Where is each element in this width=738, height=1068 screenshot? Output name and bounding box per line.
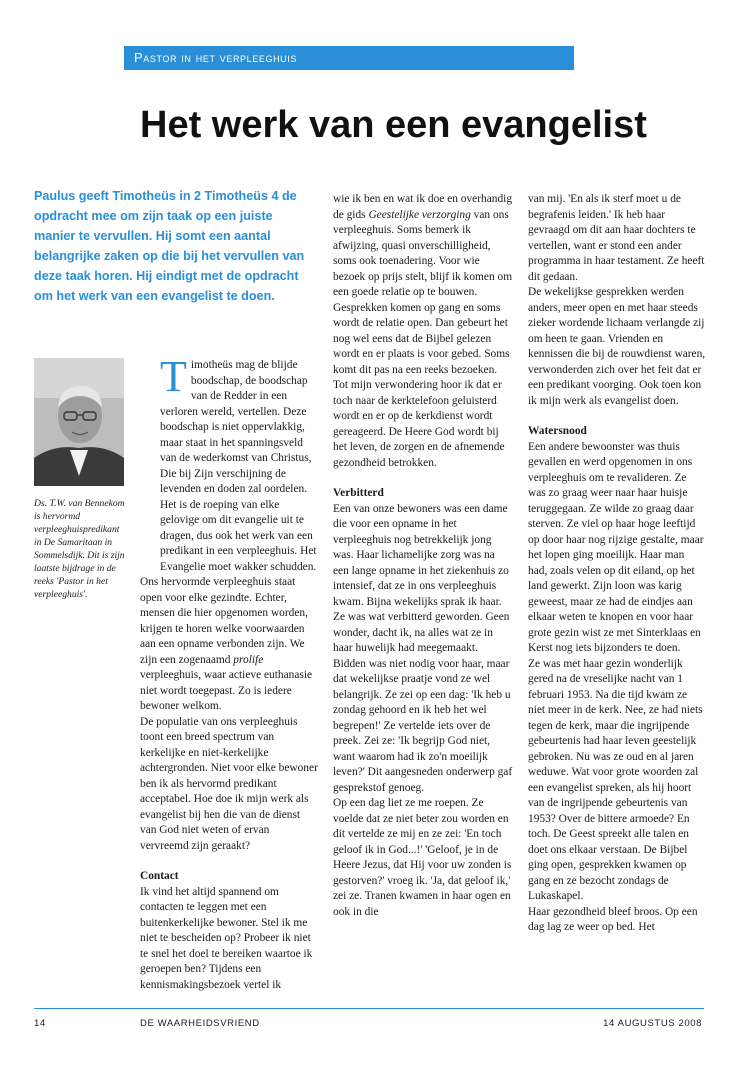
body-paragraph: Ik vind het altijd spannend om contacten te leggen met een buitenkerkelijke bewoner. Stel ik me niet te bescheiden op? Probeer ik niet te snel het doel te bereiken waartoe ik geroepen ben? Tijdens een kennismakingsbezoek vertel ik — [140, 885, 313, 991]
section-banner: Pastor in het verpleeghuis — [124, 46, 574, 70]
author-photo — [34, 358, 124, 486]
portrait-photo-icon — [34, 358, 124, 486]
text-column-2 — [333, 192, 513, 920]
body-paragraph: Tot mijn verwondering hoor ik dat er toch naar de kerktelefoon geluisterd wordt en er op de kerkdienst wordt gereageerd. De Heere God wordt bij het leven, de zorgen en de afnemende gezondheid betrokken. — [333, 379, 505, 469]
body-paragraph: Een andere bewoonster was thuis gevallen en werd opgenomen in ons verpleeghuis om te revalideren. Ze was zo graag weer naar haar huisje teruggegaan. Ze wilde zo graag daar sterven. Ze viel op haar hoge leeftijd op door haar nog rijzige gestalte, maar het lopen ging moeilijk. Haar man had, zoals velen op dit eiland, op het land gewerkt. Zijn loon was karig geweest, maar ze had de eindjes aan elkaar weten te knopen en voor haar grote gezin wist ze met Sinterklaas en Kerst nog iets bijzonders te doen. — [528, 440, 704, 654]
text-column-3 — [528, 192, 706, 936]
subheading-contact: Contact — [140, 870, 179, 882]
subheading-verbitterd: Verbitterd — [333, 487, 384, 499]
body-paragraph: De populatie van ons verpleeghuis toont een breed spectrum van kerkelijke en niet-kerkelijke achtergronden. Niet voor elke bewoner ben ik als hervormd predikant acceptabel. Hoe doe ik mijn werk als evangelist bij hen die van de dienst van God niet weten of ervan vervreemd zijn geraakt? — [140, 715, 318, 852]
body-paragraph: Gesprekken komen op gang en soms wordt de relatie open. Dan gebeurt het nog wel eens dat de Bijbel gelezen wordt en er plaats is voor gebed. Soms komt dit pas na een reeks bezoeken. — [333, 301, 510, 376]
issue-date: 14 AUGUSTUS 2008 — [603, 1018, 702, 1029]
body-paragraph: Een van onze bewoners was een dame die voor een opname in het verpleeghuis nog betrekkelijk jong was. Haar lichamelijke zorg was na een lange opname in het ziekenhuis zo intensief, dat ze in ons verpleeghuis kwam. Bijna wekelijks sprak ik haar. Ze was wat verbitterd geworden. Geen wonder, dacht ik, na alles wat ze in haar huwelijk had meegemaakt. Bidden was niet nodig voor haar, maar dat wekelijkse praatje vond ze wel belangrijk. Ze zei op een dag: 'Ik heb u zondag gehoord en ik heb het wel begrepen!' Ze vertelde iets over de preek. Zei ze: 'Ik begrijp God niet, want waarom had ik zo'n moeilijk leven?' Dit aangesneden onderwerp gaf gesprekstof genoeg. — [333, 502, 513, 794]
body-paragraph: Haar gezondheid bleef broos. Op een dag lag ze weer op bed. Het — [528, 905, 698, 933]
photo-caption: Ds. T.W. van Bennekom is hervormd verpleeghuispredikant in De Samaritaan in Sommelsdijk. Dit is zijn laatste bijdrage in de reeks 'Pastor in het verpleeghuis'. — [34, 498, 125, 600]
body-paragraph: wie ik ben en wat ik doe en overhandig de gids Geestelijke verzorging van ons verpleeghuis. Soms bemerk ik afwijzing, quasi onverschilligheid, soms ook toenadering. Voor wie bezoek op prijs stelt, blijf ik komen om een goede relatie op te bouwen. — [333, 193, 513, 298]
body-paragraph: De wekelijkse gesprekken werden anders, meer open en met haar steeds zieker wordende lichaam verlangde zij om heen te gaan. Vrienden en kennissen die bij de rouwdienst waren, verwonderden zich over het feit dat er een predikant voorging. Ook toen kon ik mijn werk als evangelist doen. — [528, 286, 706, 407]
text-column-1 — [140, 352, 318, 993]
footer-divider — [34, 1008, 704, 1009]
article-title: Het werk van een evangelist — [140, 104, 647, 146]
subheading-watersnood: Watersnood — [528, 425, 587, 437]
body-paragraph: Timotheüs mag de blijde boodschap, de boodschap van de Redder in een verloren wereld, vertellen. Deze boodschap is niet oppervlakkig, maar staat in het spanningsveld van de wederkomst van Christus, Die bij Zijn verschijning de levenden en doden zal oordelen. Het is de roeping van elke gelovige om dit evangelie uit te dragen, dus ook het werk van een predikant in een verpleeghuis. Het Evangelie moet wakker schudden. — [160, 352, 317, 573]
page-number: 14 — [34, 1018, 46, 1029]
body-paragraph: Ze was met haar gezin wonderlijk gered na de vreselijke nacht van 1 februari 1953. Na die tijd kwam ze niet meer in de kerk. Nee, ze had niets tegen de kerk, maar die ingrijpende gebeurtenis had haar leven geestelijk gebroken. Nu was ze oud en al jaren weduwe. Wat voor grote woorden zal een evangelist spreken, als hij hoort van de ingrijpende gebeurtenis van 1953? Over de bittere armoede? En toch. De Geest spreekt alle talen en doet ons elkaar verstaan. De Bijbel ging open, gesprekken kwamen op gang en ze bezocht zondags de Lukaskapel. — [528, 657, 703, 902]
lead-paragraph: Paulus geeft Timotheüs in 2 Timotheüs 4 de opdracht mee om zijn taak op een juiste manier te vervullen. Hij somt een aantal belangrijke zaken op die bij het vervullen van deze taak horen. Hij eindigt met de opdracht om het werk van een evangelist te doen. — [34, 189, 305, 303]
body-paragraph: Op een dag liet ze me roepen. Ze voelde dat ze niet beter zou worden en dit vertelde ze mij en ze zei: 'En toch geloof ik in God...!' 'Geloof, je in de Heere Jezus, dat Hij voor uw zonden is gestorven?' vroeg ik. 'Ja, dat geloof ik,' zei ze. Tranen kwamen in haar ogen en ook in die — [333, 797, 512, 918]
drop-cap: T — [160, 352, 187, 401]
magazine-name: DE WAARHEIDSVRIEND — [140, 1018, 260, 1029]
body-paragraph: Ons hervormde verpleeghuis staat open voor elke gezindte. Echter, mensen die hier opgenomen worden, krijgen te horen welke voorwaarden aan een opname verbonden zijn. We zijn een zogenaamd prolife verpleeghuis, waar actieve euthanasie niet wordt toegepast. Zo is iedere bewoner welkom. — [140, 576, 313, 712]
body-paragraph: van mij. 'En als ik sterf moet u de begrafenis leiden.' Ik heb haar gevraagd om dit aan haar dochters te vertellen, want er stond een ander programma in haar testament. Ze heeft dit gedaan. — [528, 193, 705, 283]
